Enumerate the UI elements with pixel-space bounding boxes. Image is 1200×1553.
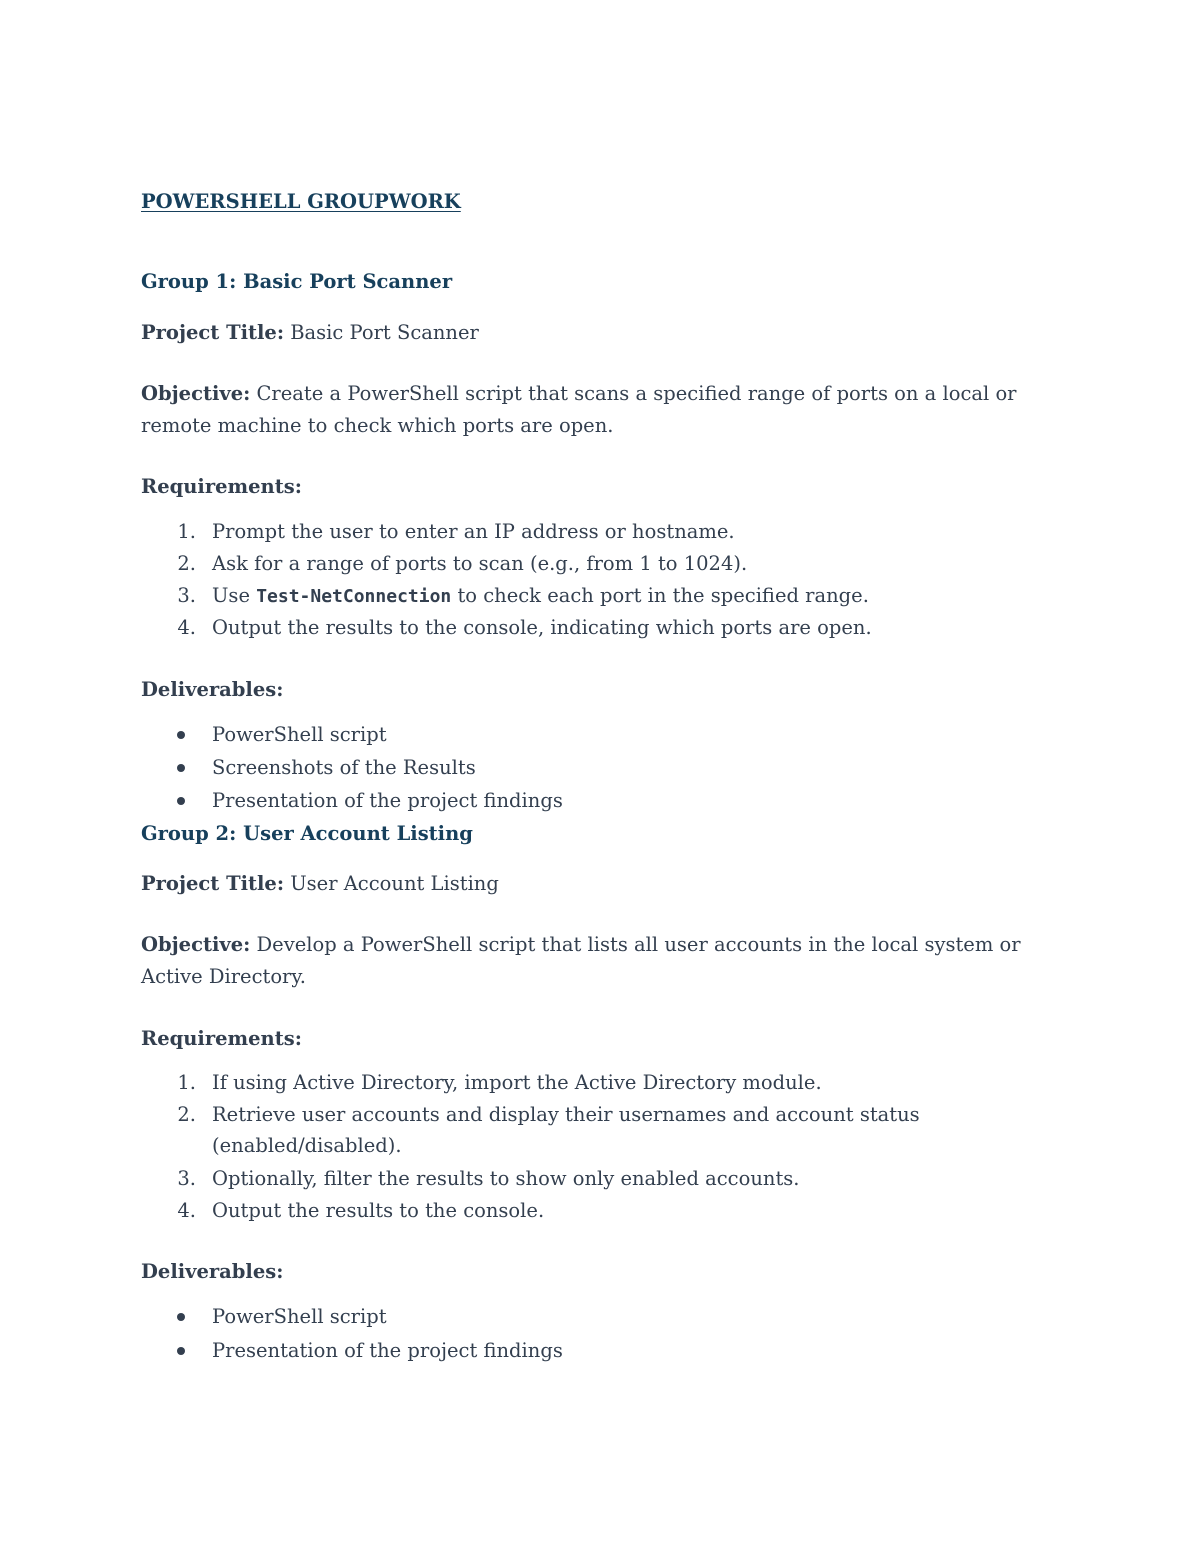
requirement-item: Retrieve user accounts and display their usernames and account status xyxy=(212,1103,920,1126)
requirement-item: Optionally, filter the results to show only enabled accounts. xyxy=(212,1167,800,1190)
bullet-icon xyxy=(177,764,185,772)
group-2-objective-line2: Active Directory. xyxy=(141,965,307,988)
group-1-deliverables-label: Deliverables: xyxy=(141,678,284,701)
group-2-project-title xyxy=(141,871,499,897)
requirement-number: 1. xyxy=(177,520,196,543)
requirement-text-pre: Use xyxy=(212,584,257,607)
requirement-item: If using Active Directory, import the Active Directory module. xyxy=(212,1071,822,1094)
requirement-number: 3. xyxy=(177,584,196,607)
code-snippet: Test-NetConnection xyxy=(256,586,452,607)
bullet-icon xyxy=(177,731,185,739)
project-title-label: Project Title: xyxy=(141,321,285,344)
requirement-item: Output the results to the console. xyxy=(212,1199,545,1222)
objective-label: Objective: xyxy=(141,382,251,405)
requirement-number: 2. xyxy=(177,552,196,575)
objective-label: Objective: xyxy=(141,933,251,956)
bullet-icon xyxy=(177,1347,185,1355)
requirement-item: Prompt the user to enter an IP address or hostname. xyxy=(212,520,735,543)
deliverable-item: PowerShell script xyxy=(212,723,387,746)
group-1-requirements-label: Requirements: xyxy=(141,475,302,498)
deliverable-item: Presentation of the project findings xyxy=(212,1339,563,1362)
bullet-icon xyxy=(177,797,185,805)
requirement-number: 2. xyxy=(177,1103,196,1126)
group-2-deliverables-label: Deliverables: xyxy=(141,1260,284,1283)
group-2-requirements-label: Requirements: xyxy=(141,1027,302,1050)
requirement-number: 1. xyxy=(177,1071,196,1094)
bullet-icon xyxy=(177,1313,185,1321)
project-title-label: Project Title: xyxy=(141,872,285,895)
deliverable-item: Screenshots of the Results xyxy=(212,756,476,779)
group-2-objective xyxy=(141,932,1021,958)
objective-text: Develop a PowerShell script that lists all user accounts in the local system or xyxy=(256,933,1021,956)
group-1-objective xyxy=(141,381,1017,407)
group-1-heading: Group 1: Basic Port Scanner xyxy=(141,270,453,293)
requirement-item: Output the results to the console, indicating which ports are open. xyxy=(212,616,872,639)
requirement-item: Ask for a range of ports to scan (e.g., from 1 to 1024). xyxy=(212,552,748,575)
requirement-number: 3. xyxy=(177,1167,196,1190)
requirement-number: 4. xyxy=(177,616,196,639)
requirement-item-continuation: (enabled/disabled). xyxy=(212,1134,402,1157)
document-title: POWERSHELL GROUPWORK xyxy=(141,190,461,213)
project-title-value: User Account Listing xyxy=(290,872,499,895)
project-title-value: Basic Port Scanner xyxy=(290,321,479,344)
group-1-project-title xyxy=(141,320,479,346)
requirement-text-post: to check each port in the specified range. xyxy=(451,584,869,607)
objective-text: Create a PowerShell script that scans a specified range of ports on a local or xyxy=(256,382,1017,405)
requirement-item xyxy=(212,583,869,610)
group-1-objective-line2: remote machine to check which ports are open. xyxy=(141,414,614,437)
deliverable-item: PowerShell script xyxy=(212,1305,387,1328)
deliverable-item: Presentation of the project findings xyxy=(212,789,563,812)
group-2-heading: Group 2: User Account Listing xyxy=(141,822,473,845)
requirement-number: 4. xyxy=(177,1199,196,1222)
